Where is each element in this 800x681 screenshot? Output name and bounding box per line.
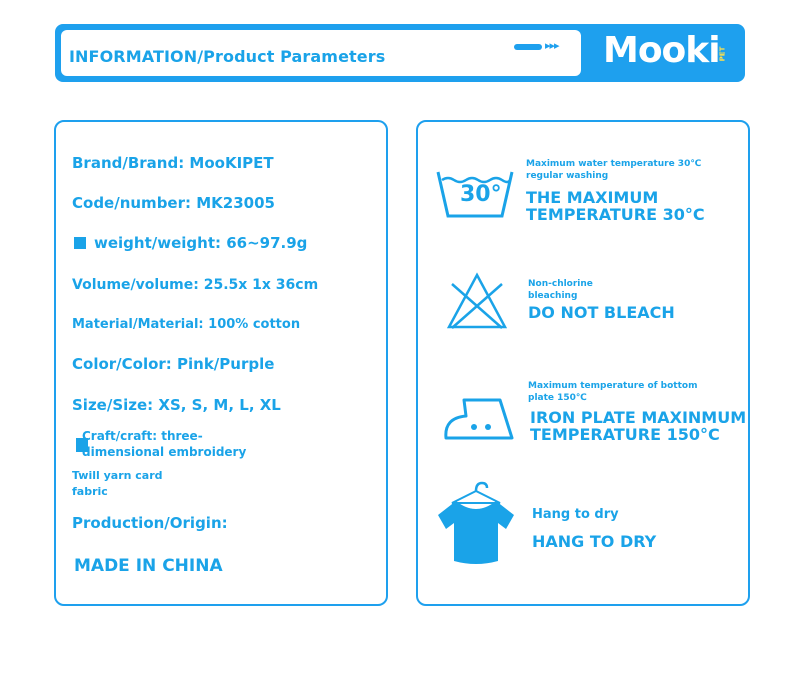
- production-row: Production/Origin:: [72, 514, 228, 532]
- bullet-square-icon: [74, 237, 86, 249]
- color-row: Color/Color: Pink/Purple: [72, 355, 275, 373]
- parameters-panel: [54, 120, 388, 606]
- iron-big-line-1: IRON PLATE MAXINMUM: [530, 408, 747, 427]
- arrow-icon: ▸▸▸: [545, 39, 559, 52]
- craft-line-1: Craft/craft: three-: [82, 429, 203, 443]
- brand-logo: Mooki: [603, 30, 720, 71]
- wash-small-text: Maximum water temperature 30℃ regular washing: [526, 159, 702, 181]
- iron-big-line-2: TEMPERATURE 150°C: [530, 425, 720, 444]
- bleach-small-line-2: bleaching: [528, 291, 578, 301]
- progress-bar: [514, 44, 542, 50]
- made-in-label: MADE IN CHINA: [74, 556, 223, 576]
- twill-row: [72, 468, 163, 500]
- care-panel: [416, 120, 750, 606]
- iron-small-line-2: plate 150℃: [528, 393, 587, 403]
- twill-line-2: fabric: [72, 485, 108, 498]
- logo-sub-label: PET: [718, 46, 727, 62]
- material-row: Material/Material: 100% cotton: [72, 317, 301, 332]
- dry-big-text: HANG TO DRY: [532, 532, 657, 551]
- header-title: INFORMATION/Product Parameters: [69, 47, 386, 66]
- iron-small-line-1: Maximum temperature of bottom: [528, 381, 698, 391]
- weight-label: weight/weight: 66~97.9g: [94, 234, 308, 252]
- brand-row: Brand/Brand: MooKIPET: [72, 154, 274, 172]
- craft-line-2: dimensional embroidery: [82, 445, 247, 459]
- weight-row: [74, 234, 307, 252]
- header-title-box: [61, 30, 581, 76]
- header-bar: [55, 24, 745, 82]
- wash-big-line-2: TEMPERATURE 30°C: [526, 205, 705, 224]
- twill-line-1: Twill yarn card: [72, 469, 163, 482]
- code-row: Code/number: MK23005: [72, 194, 275, 212]
- no-bleach-icon: [446, 272, 508, 330]
- craft-row: [82, 428, 246, 460]
- wash-temp-label: 30°: [460, 182, 502, 207]
- bleach-small-line-1: Non-chlorine: [528, 279, 593, 289]
- hanging-shirt-icon: [436, 477, 516, 567]
- volume-row: Volume/volume: 25.5x 1x 36cm: [72, 277, 319, 293]
- iron-icon: [442, 394, 518, 442]
- wash-big-line-1: THE MAXIMUM: [526, 188, 659, 207]
- dry-small-text: Hang to dry: [532, 507, 619, 522]
- size-row: Size/Size: XS, S, M, L, XL: [72, 396, 281, 414]
- bleach-big-text: DO NOT BLEACH: [528, 303, 675, 322]
